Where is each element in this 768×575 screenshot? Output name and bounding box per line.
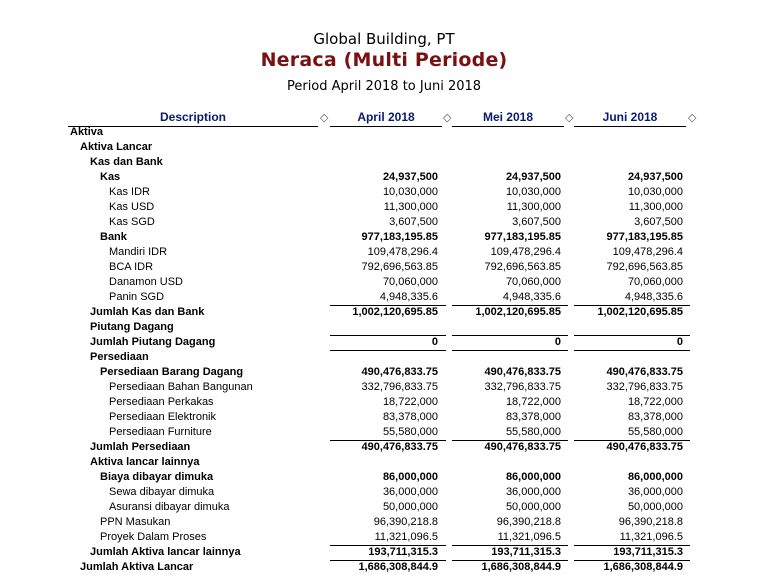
row-label: Persediaan Furniture bbox=[109, 426, 212, 438]
row-label: Asuransi dibayar dimuka bbox=[109, 501, 230, 513]
subtotal-rule bbox=[452, 305, 568, 306]
row-value: 332,796,833.75 bbox=[361, 381, 438, 393]
row-value: 55,580,000 bbox=[627, 426, 683, 438]
row-value: 24,937,500 bbox=[505, 171, 561, 183]
row-value: 977,183,195.85 bbox=[606, 231, 683, 243]
table-row bbox=[0, 380, 768, 395]
subtotal-rule bbox=[574, 545, 690, 546]
row-value: 4,948,335.6 bbox=[502, 291, 561, 303]
row-value: 193,711,315.3 bbox=[613, 546, 683, 558]
subtotal-rule bbox=[574, 560, 690, 561]
table-row bbox=[0, 500, 768, 515]
row-value: 490,476,833.75 bbox=[606, 441, 683, 453]
row-value: 109,478,296.4 bbox=[490, 246, 561, 258]
row-value: 96,390,218.8 bbox=[373, 516, 438, 528]
row-label: Jumlah Aktiva Lancar bbox=[80, 561, 194, 573]
row-value: 18,722,000 bbox=[382, 396, 438, 408]
table-row bbox=[0, 455, 768, 470]
table-row bbox=[0, 290, 768, 305]
row-value: 11,321,096.5 bbox=[497, 531, 561, 543]
subtotal-rule bbox=[452, 545, 568, 546]
subtotal-rule bbox=[330, 560, 446, 561]
row-value: 1,686,308,844.9 bbox=[481, 561, 561, 573]
table-row bbox=[0, 155, 768, 170]
row-value: 50,000,000 bbox=[505, 501, 561, 513]
row-value: 18,722,000 bbox=[627, 396, 683, 408]
row-value: 792,696,563.85 bbox=[606, 261, 683, 273]
column-header-juni-2018[interactable]: Juni 2018 bbox=[574, 110, 686, 127]
table-row bbox=[0, 410, 768, 425]
column-header-description[interactable]: Description bbox=[68, 110, 318, 127]
table-row bbox=[0, 170, 768, 185]
row-value: 1,686,308,844.9 bbox=[603, 561, 683, 573]
table-row bbox=[0, 335, 768, 350]
row-value: 55,580,000 bbox=[382, 426, 438, 438]
subtotal-rule bbox=[452, 335, 568, 336]
company-name: Global Building, PT bbox=[313, 30, 455, 48]
row-label: Persediaan Perkakas bbox=[109, 396, 214, 408]
row-value: 490,476,833.75 bbox=[484, 366, 561, 378]
row-label: Kas SGD bbox=[109, 216, 155, 228]
table-row bbox=[0, 530, 768, 545]
row-value: 193,711,315.3 bbox=[491, 546, 561, 558]
row-value: 10,030,000 bbox=[505, 186, 561, 198]
row-label: Kas bbox=[100, 171, 121, 183]
row-value: 792,696,563.85 bbox=[484, 261, 561, 273]
row-label: Jumlah Piutang Dagang bbox=[90, 336, 216, 348]
row-value: 193,711,315.3 bbox=[368, 546, 438, 558]
row-value: 36,000,000 bbox=[382, 486, 438, 498]
row-value: 10,030,000 bbox=[627, 186, 683, 198]
row-label: PPN Masukan bbox=[100, 516, 171, 528]
table-row bbox=[0, 230, 768, 245]
row-value: 1,002,120,695.85 bbox=[475, 306, 561, 318]
row-value: 332,796,833.75 bbox=[484, 381, 561, 393]
row-value: 11,321,096.5 bbox=[374, 531, 438, 543]
row-label: Aktiva Lancar bbox=[80, 141, 153, 153]
row-value: 55,580,000 bbox=[505, 426, 561, 438]
subtotal-rule bbox=[330, 305, 446, 306]
table-row bbox=[0, 125, 768, 140]
row-label: Aktiva bbox=[70, 126, 104, 138]
row-value: 50,000,000 bbox=[382, 501, 438, 513]
table-row bbox=[0, 515, 768, 530]
table-row bbox=[0, 425, 768, 440]
row-value: 490,476,833.75 bbox=[361, 441, 438, 453]
row-value: 96,390,218.8 bbox=[618, 516, 683, 528]
row-label: Jumlah Aktiva lancar lainnya bbox=[90, 546, 241, 558]
row-value: 70,060,000 bbox=[382, 276, 438, 288]
table-row bbox=[0, 200, 768, 215]
row-label: Kas USD bbox=[109, 201, 155, 213]
row-label: Persediaan Barang Dagang bbox=[100, 366, 244, 378]
sort-diamond-icon[interactable]: ◇ bbox=[688, 111, 697, 124]
row-label: BCA IDR bbox=[109, 261, 154, 273]
subtotal-rule bbox=[452, 350, 568, 351]
row-value: 36,000,000 bbox=[505, 486, 561, 498]
table-row bbox=[0, 320, 768, 335]
row-label: Kas dan Bank bbox=[90, 156, 163, 168]
row-value: 109,478,296.4 bbox=[612, 246, 683, 258]
row-value: 86,000,000 bbox=[627, 471, 683, 483]
row-value: 36,000,000 bbox=[627, 486, 683, 498]
row-label: Jumlah Persediaan bbox=[90, 441, 191, 453]
subtotal-rule bbox=[574, 440, 690, 441]
row-label: Danamon USD bbox=[109, 276, 183, 288]
row-value: 86,000,000 bbox=[382, 471, 438, 483]
row-value: 0 bbox=[431, 336, 438, 348]
row-value: 11,300,000 bbox=[628, 201, 683, 213]
row-value: 1,686,308,844.9 bbox=[358, 561, 438, 573]
subtotal-rule bbox=[330, 440, 446, 441]
row-value: 83,378,000 bbox=[382, 411, 438, 423]
row-value: 4,948,335.6 bbox=[624, 291, 683, 303]
row-value: 11,300,000 bbox=[383, 201, 438, 213]
subtotal-rule bbox=[452, 560, 568, 561]
row-label: Persediaan Elektronik bbox=[109, 411, 217, 423]
table-row bbox=[0, 245, 768, 260]
row-label: Piutang Dagang bbox=[90, 321, 174, 333]
row-value: 18,722,000 bbox=[505, 396, 561, 408]
table-row bbox=[0, 440, 768, 455]
row-label: Jumlah Kas dan Bank bbox=[90, 306, 205, 318]
table-row bbox=[0, 485, 768, 500]
row-value: 3,607,500 bbox=[389, 216, 438, 228]
table-row bbox=[0, 185, 768, 200]
row-label: Kas IDR bbox=[109, 186, 150, 198]
report-period: Period April 2018 to Juni 2018 bbox=[286, 79, 482, 94]
row-value: 24,937,500 bbox=[627, 171, 683, 183]
row-label: Mandiri IDR bbox=[109, 246, 168, 258]
table-row bbox=[0, 350, 768, 365]
row-value: 792,696,563.85 bbox=[361, 261, 438, 273]
row-value: 490,476,833.75 bbox=[361, 366, 438, 378]
row-label: Persediaan Bahan Bangunan bbox=[109, 381, 253, 393]
subtotal-rule bbox=[452, 440, 568, 441]
subtotal-rule bbox=[330, 350, 446, 351]
table-row bbox=[0, 275, 768, 290]
row-value: 11,300,000 bbox=[506, 201, 561, 213]
subtotal-rule bbox=[330, 335, 446, 336]
table-row bbox=[0, 365, 768, 380]
row-value: 83,378,000 bbox=[505, 411, 561, 423]
column-header-mei-2018[interactable]: Mei 2018 bbox=[452, 110, 564, 127]
row-value: 50,000,000 bbox=[627, 501, 683, 513]
row-value: 109,478,296.4 bbox=[367, 246, 438, 258]
row-value: 1,002,120,695.85 bbox=[352, 306, 438, 318]
row-value: 332,796,833.75 bbox=[606, 381, 683, 393]
row-value: 0 bbox=[554, 336, 561, 348]
sort-diamond-icon[interactable]: ◇ bbox=[565, 111, 574, 124]
row-label: Bank bbox=[100, 231, 127, 243]
row-label: Biaya dibayar dimuka bbox=[100, 471, 214, 483]
row-value: 4,948,335.6 bbox=[379, 291, 438, 303]
row-value: 70,060,000 bbox=[627, 276, 683, 288]
row-value: 11,321,096.5 bbox=[619, 531, 683, 543]
table-row bbox=[0, 470, 768, 485]
table-row bbox=[0, 140, 768, 155]
row-value: 96,390,218.8 bbox=[496, 516, 561, 528]
subtotal-rule bbox=[574, 305, 690, 306]
row-label: Aktiva lancar lainnya bbox=[90, 456, 200, 468]
row-label: Panin SGD bbox=[109, 291, 165, 303]
row-value: 83,378,000 bbox=[627, 411, 683, 423]
row-value: 1,002,120,695.85 bbox=[597, 306, 683, 318]
row-value: 86,000,000 bbox=[505, 471, 561, 483]
row-value: 3,607,500 bbox=[634, 216, 683, 228]
table-row bbox=[0, 260, 768, 275]
row-label: Persediaan bbox=[90, 351, 149, 363]
sort-diamond-icon[interactable]: ◇ bbox=[320, 111, 329, 124]
row-value: 10,030,000 bbox=[382, 186, 438, 198]
table-row bbox=[0, 305, 768, 320]
row-label: Proyek Dalam Proses bbox=[100, 531, 207, 543]
row-value: 0 bbox=[676, 336, 683, 348]
table-row bbox=[0, 545, 768, 560]
row-value: 490,476,833.75 bbox=[484, 441, 561, 453]
table-row bbox=[0, 395, 768, 410]
sort-diamond-icon[interactable]: ◇ bbox=[443, 111, 452, 124]
report-title: Neraca (Multi Periode) bbox=[260, 49, 508, 71]
subtotal-rule bbox=[330, 545, 446, 546]
row-value: 977,183,195.85 bbox=[361, 231, 438, 243]
row-value: 977,183,195.85 bbox=[484, 231, 561, 243]
table-row bbox=[0, 215, 768, 230]
row-value: 490,476,833.75 bbox=[606, 366, 683, 378]
row-value: 24,937,500 bbox=[382, 171, 438, 183]
column-header-april-2018[interactable]: April 2018 bbox=[330, 110, 442, 127]
subtotal-rule bbox=[574, 335, 690, 336]
row-value: 70,060,000 bbox=[505, 276, 561, 288]
row-value: 3,607,500 bbox=[512, 216, 561, 228]
subtotal-rule bbox=[574, 350, 690, 351]
row-label: Sewa dibayar dimuka bbox=[109, 486, 215, 498]
